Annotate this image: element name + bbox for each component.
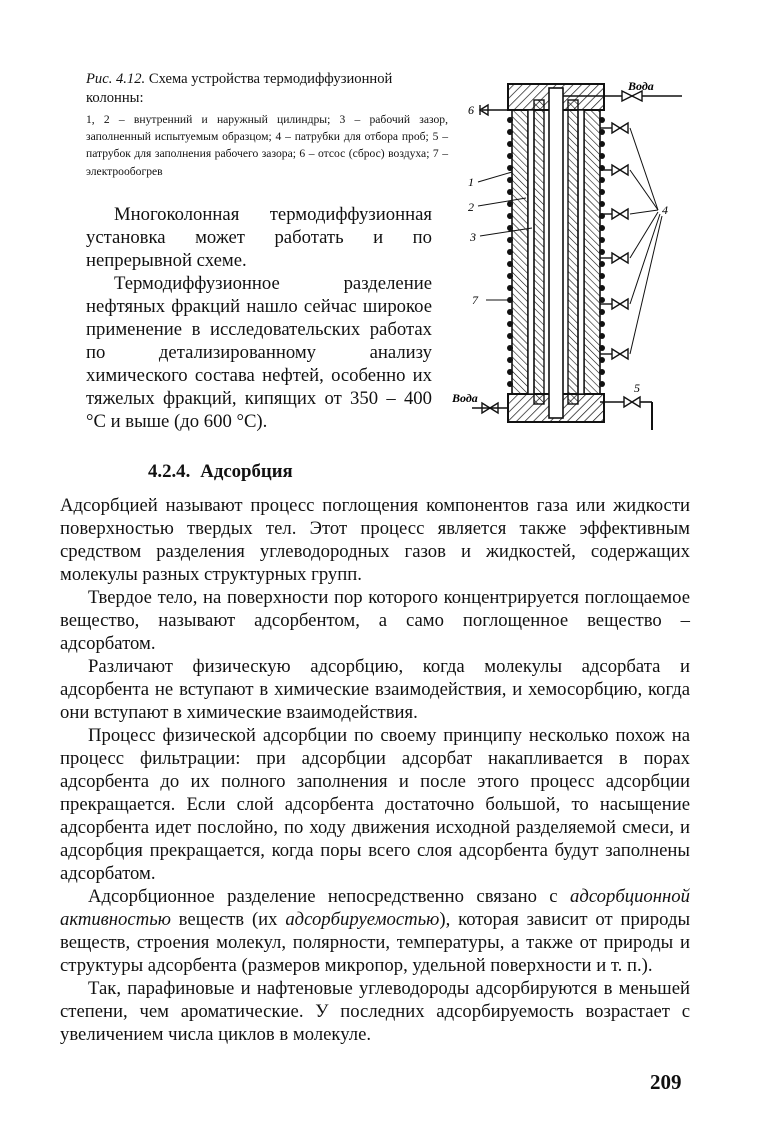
- body-paragraph-4: Процесс физической адсорбции по своему принципу несколько похож на процесс фильтрации: при адсорбции адсорбат накапливается в порах адсорбента до их полного заполнения и после этого процесс адсорбции прекращается. Если слой адсорбента достаточно большой, то насыщение адсорбента идет послойно, по ходу движения исходной разделяемой смеси, и адсорбция прекращается, когда поры всего слоя адсорбента будут заполнены адсорбатом.: [60, 725, 690, 884]
- heater-left: [507, 117, 513, 387]
- water-top-label: Вода: [628, 79, 654, 93]
- figure-title: Схема устройства термодиффузионной колонны:: [86, 71, 393, 106]
- inner-cylinder-right: [568, 100, 578, 404]
- left-paragraph-2: Термодиффузионное разделение нефтяных фракций нашло сейчас широкое применение в исследовательских работах по детализированному анализу химического состава нефтей, особенно их тяжелых фракций, кипящих от 350 – 400 °С и выше (до 600 °С).: [86, 273, 432, 432]
- outer-cylinder-left: [512, 110, 528, 394]
- section-title: Адсорбция: [200, 461, 293, 482]
- water-bottom-label: Вода: [452, 391, 478, 405]
- column-diagram: [452, 78, 684, 438]
- central-tube: [549, 88, 563, 418]
- label-3: 3: [470, 230, 476, 244]
- p5-emphasis-2: адсорбируемостью: [285, 909, 440, 930]
- body-paragraph-1: Адсорбцией называют процесс поглощения компонентов газа или жидкости поверхностью твердых тел. Этот процесс является также эффективным средством разделения углеводородных газов и жидкостей, содержащих молекулы разных структурных групп.: [60, 495, 690, 585]
- label-1: 1: [468, 175, 474, 189]
- label-2: 2: [468, 200, 474, 214]
- section-heading: [148, 461, 303, 483]
- figure-legend: 1, 2 – внутренний и наружный цилиндры; 3 – рабочий зазор, заполненный испытуемым образцом; 4 – патрубки для отбора проб; 5 – патрубок для заполнения рабочего зазора; 6 – отсос (сброс) воздуха; 7 – электрообогрев: [86, 113, 448, 178]
- left-column: [86, 203, 432, 433]
- outer-cylinder-right: [584, 110, 600, 394]
- body-paragraph-5: [60, 885, 690, 977]
- p5-text-c: ), которая зависит от природы веществ, строения молекул, полярности, температуры, а также от природы и структуры адсорбента (размеров микропор, удельной поверхности и т. п.).: [60, 909, 691, 976]
- p5-text-a: Адсорбционное разделение непосредственно связано с: [88, 886, 571, 907]
- heater-right: [599, 117, 605, 387]
- inner-cylinder-left: [534, 100, 544, 404]
- label-6: 6: [468, 103, 474, 117]
- p5-emphasis-1: адсорбционной активностью: [60, 886, 690, 930]
- body-paragraph-6: Так, парафиновые и нафтеновые углеводороды адсорбируются в меньшей степени, чем ароматические. У последних адсорбируемость возрастает с увеличением числа циклов в молекуле.: [60, 978, 690, 1045]
- label-4: 4: [662, 203, 668, 217]
- leader-lines-4: [630, 128, 662, 354]
- working-gap-left: [528, 110, 534, 394]
- left-paragraph-1: Многоколонная термодиффузионная установка может работать и по непрерывной схеме.: [86, 204, 432, 271]
- figure-caption: [86, 70, 448, 108]
- body-paragraph-3: Различают физическую адсорбцию, когда молекулы адсорбата и адсорбента не вступают в химические взаимодействия, и хемосорбцию, когда они вступают в химические взаимодействия.: [60, 656, 690, 723]
- page-number: 209: [650, 1070, 682, 1094]
- body-text: [60, 494, 690, 1046]
- p5-text-b: веществ (их: [170, 909, 286, 930]
- section-number: 4.2.4.: [148, 461, 191, 482]
- body-paragraph-2: Твердое тело, на поверхности пор которого концентрируется поглощаемое вещество, называют адсорбентом, а само поглощенное вещество – адсорбатом.: [60, 587, 690, 654]
- figure-label: Рис. 4.12.: [86, 71, 146, 87]
- thermodiffusion-column-figure: [452, 78, 684, 438]
- label-5: 5: [634, 381, 640, 395]
- working-gap-right: [578, 110, 584, 394]
- label-7: 7: [472, 293, 478, 307]
